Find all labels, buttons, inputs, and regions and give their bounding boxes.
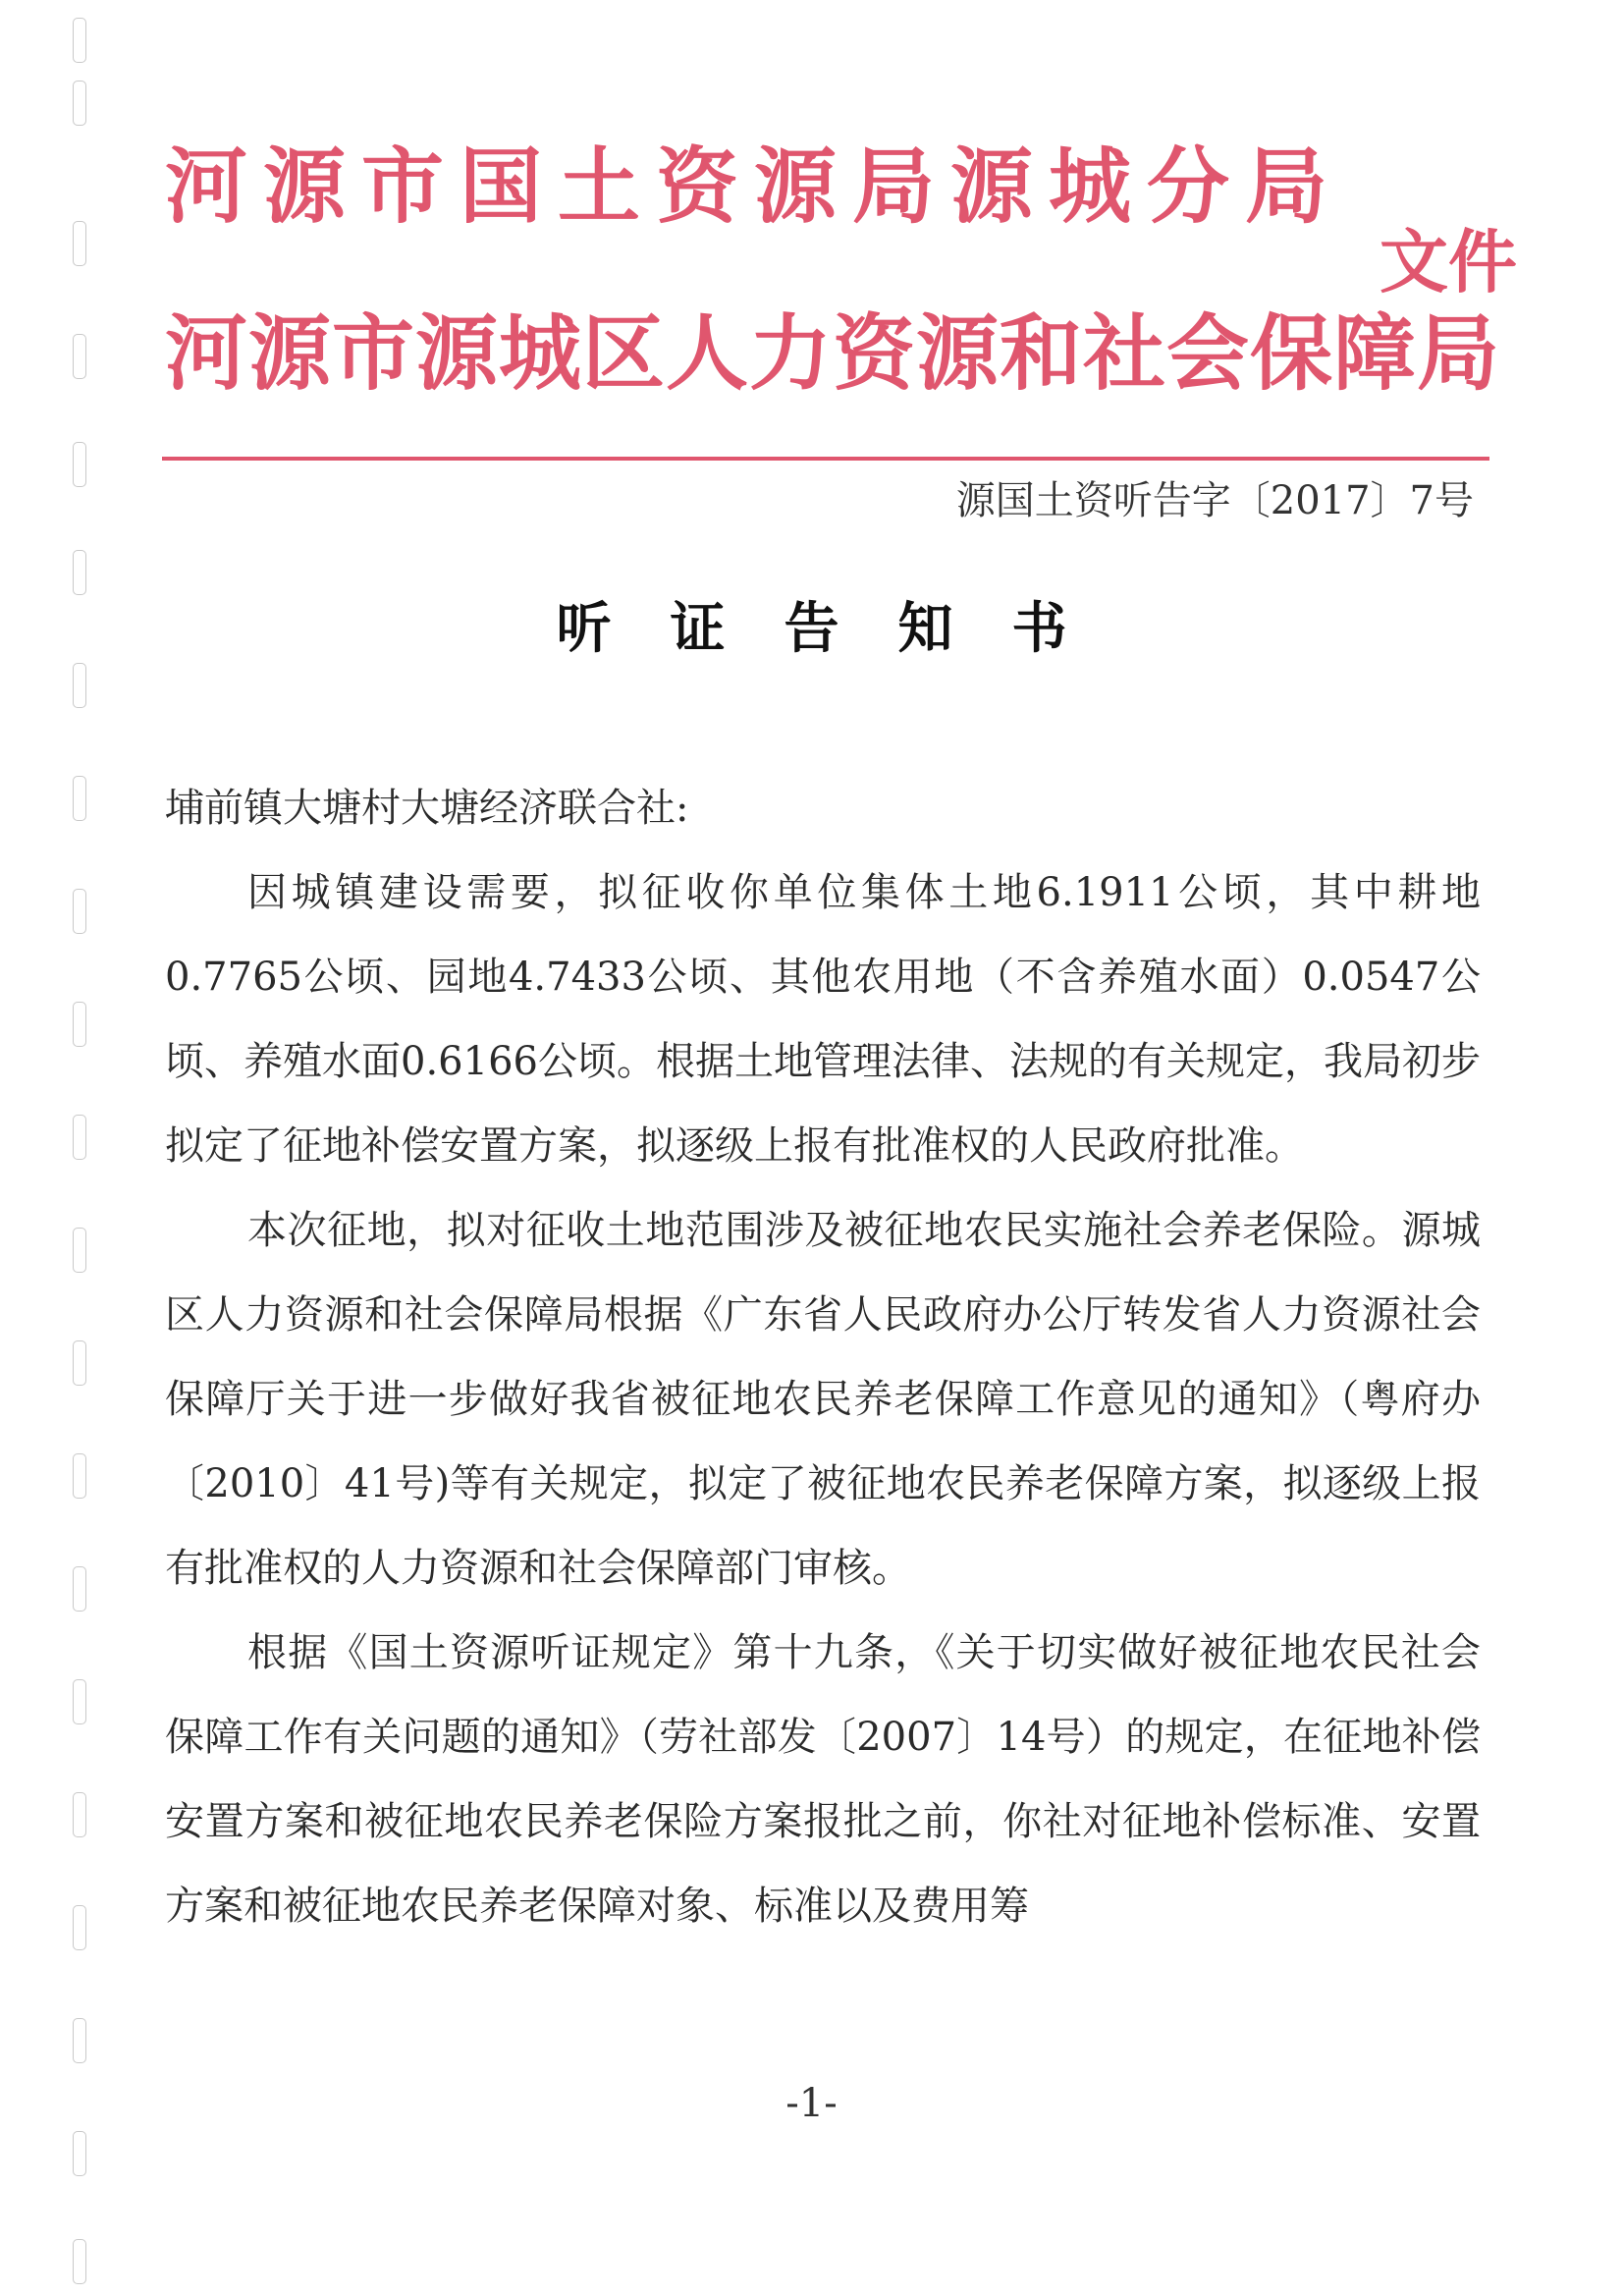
binding-hole	[73, 2239, 86, 2284]
binding-hole	[73, 1002, 86, 1047]
recipient: 埔前镇大塘村大塘经济联合社:	[165, 786, 689, 831]
binding-hole	[73, 776, 86, 821]
binding-hole	[73, 18, 86, 63]
issuer-line-2: 河源市源城区人力资源和社会保障局	[165, 305, 1501, 402]
binding-hole	[73, 2018, 86, 2063]
binding-hole	[73, 1115, 86, 1160]
binding-hole	[73, 663, 86, 708]
binding-hole	[73, 1792, 86, 1837]
document-type-label: 文件	[1380, 222, 1517, 302]
binding-hole	[73, 1228, 86, 1273]
binding-hole	[73, 1453, 86, 1499]
binding-hole	[73, 1679, 86, 1724]
body-paragraph: 因城镇建设需要，拟征收你单位集体土地6.1911公顷，其中耕地0.7765公顷、园地4.7433公顷、其他农用地（不含养殖水面）0.0547公顷、养殖水面0.6166公顷。根据土地管理法律、法规的有关规定，我局初步拟定了征地补偿安置方案，拟逐级上报有批准权的人民政府批准。	[165, 870, 1481, 1169]
document-number: 源国土资听告字〔2017〕7号	[955, 478, 1474, 523]
page-number: -1-	[785, 2081, 838, 2126]
binding-hole	[73, 221, 86, 266]
body-paragraph: 根据《国土资源听证规定》第十九条，《关于切实做好被征地农民社会保障工作有关问题的通知》（劳社部发〔2007〕14号）的规定，在征地补偿安置方案和被征地农民养老保险方案报批之前，你社对征地补偿标准、安置方案和被征地农民养老保障对象、标准以及费用筹	[165, 1630, 1481, 1929]
binding-hole	[73, 2131, 86, 2176]
binding-hole	[73, 1905, 86, 1950]
binding-hole	[73, 550, 86, 595]
document-body	[165, 766, 1481, 1948]
red-header-rule	[162, 457, 1489, 461]
body-paragraph: 本次征地，拟对征收土地范围涉及被征地农民实施社会养老保险。源城区人力资源和社会保障局根据《广东省人民政府办公厅转发省人力资源社会保障厅关于进一步做好我省被征地农民养老保障工作意见的通知》（粤府办〔2010〕41号)等有关规定，拟定了被征地农民养老保障方案，拟逐级上报有批准权的人力资源和社会保障部门审核。	[165, 1208, 1481, 1591]
binding-margin	[0, 0, 108, 2296]
binding-hole	[73, 81, 86, 126]
binding-hole	[73, 442, 86, 487]
binding-hole	[73, 889, 86, 934]
issuer-line-1: 河源市国土资源局源城分局	[165, 138, 1344, 235]
binding-hole	[73, 1566, 86, 1612]
binding-hole	[73, 334, 86, 379]
binding-hole	[73, 1340, 86, 1386]
document-title: 听证告知书	[556, 596, 1126, 661]
